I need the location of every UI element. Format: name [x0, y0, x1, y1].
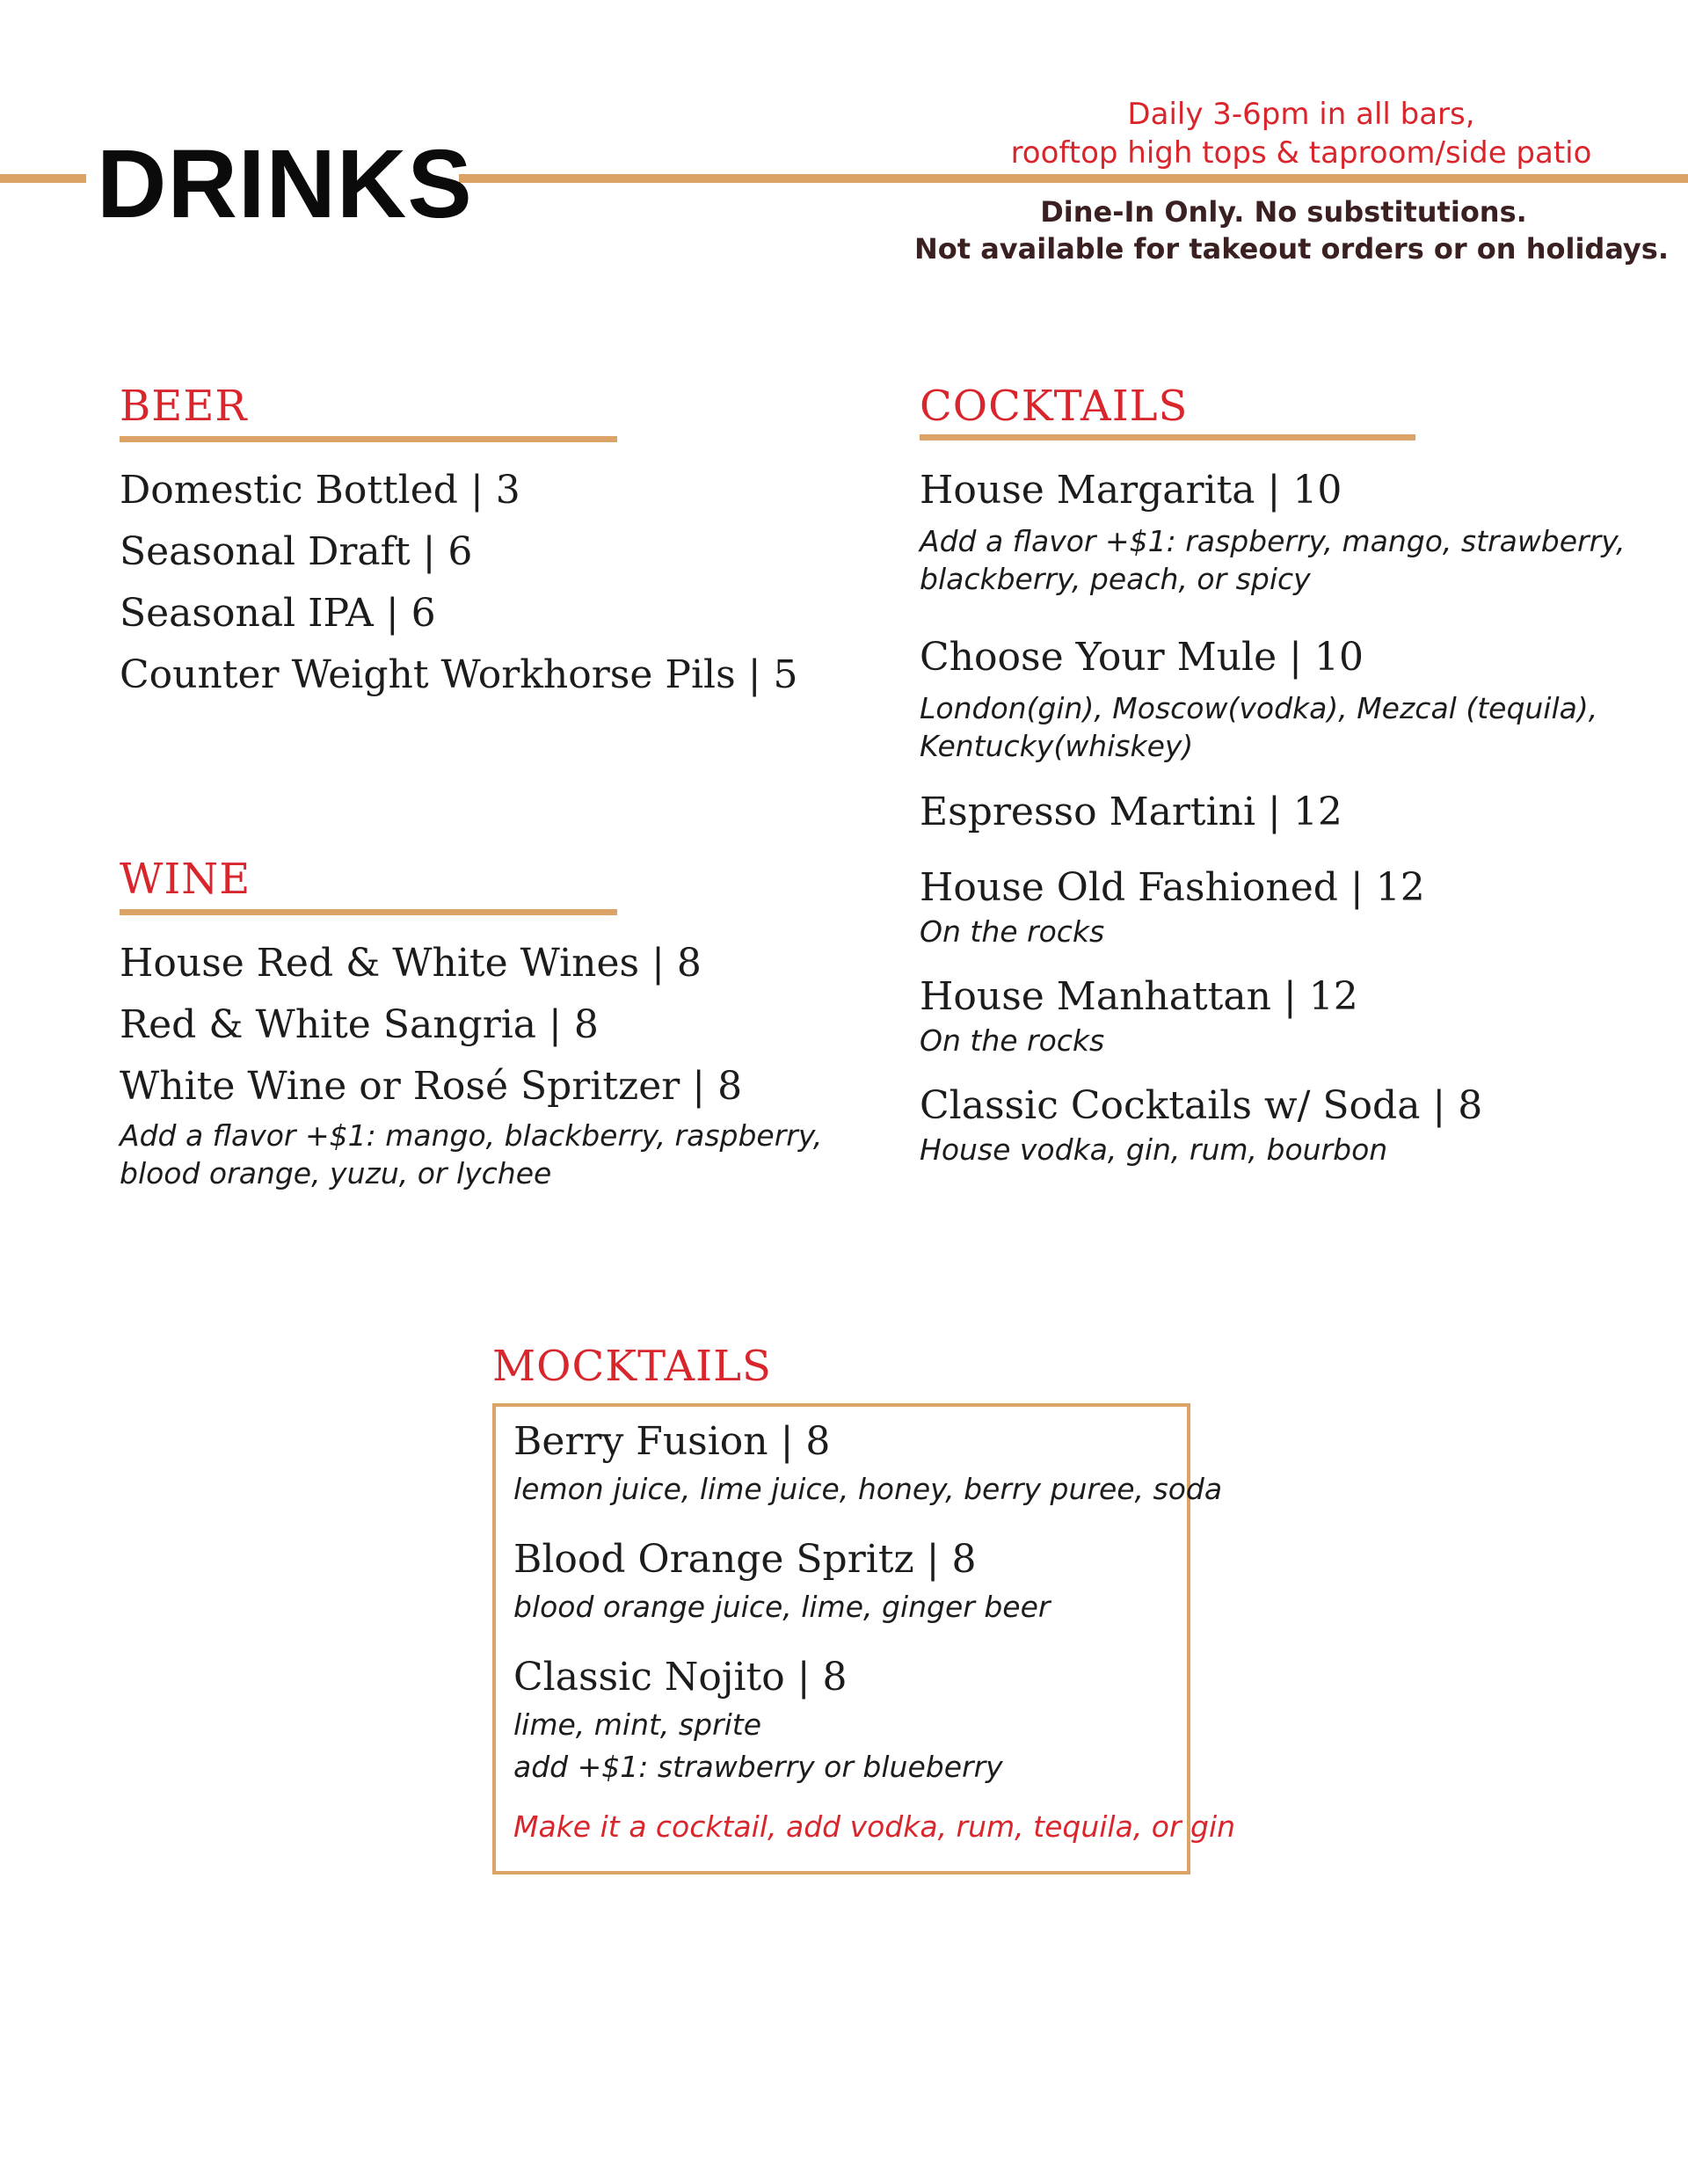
beer-item: Domestic Bottled | 3 [120, 468, 520, 513]
wine-item: White Wine or Rosé Spritzer | 8 [120, 1064, 743, 1109]
mocktail-item: Blood Orange Spritz | 8 [513, 1537, 977, 1582]
restriction-line-1: Dine-In Only. No substitutions. [1040, 195, 1527, 229]
cocktail-note: London(gin), Moscow(vodka), Mezcal (tequila), [920, 691, 1598, 725]
page-title: DRINKS [97, 130, 473, 238]
cocktail-item: House Old Fashioned | 12 [920, 865, 1425, 910]
beer-item: Seasonal Draft | 6 [120, 529, 473, 574]
cocktail-note: House vodka, gin, rum, bourbon [920, 1132, 1388, 1167]
beer-section-title: BEER [120, 382, 248, 431]
mocktails-section-title: MOCKTAILS [492, 1342, 772, 1391]
wine-item: House Red & White Wines | 8 [120, 941, 702, 986]
wine-note-line-1: Add a flavor +$1: mango, blackberry, raspberry, [120, 1118, 823, 1153]
cocktail-item: House Margarita | 10 [920, 468, 1342, 513]
beer-item: Seasonal IPA | 6 [120, 591, 436, 636]
wine-note-line-2: blood orange, yuzu, or lychee [120, 1156, 552, 1190]
cocktail-note: On the rocks [920, 914, 1105, 949]
mocktail-item: Berry Fusion | 8 [513, 1419, 831, 1464]
beer-item: Counter Weight Workhorse Pils | 5 [120, 652, 798, 697]
cocktail-note: blackberry, peach, or spicy [920, 562, 1311, 596]
mocktail-item: Classic Nojito | 8 [513, 1655, 848, 1700]
happy-hour-line-1: Daily 3-6pm in all bars, [1127, 97, 1475, 132]
mocktail-note: add +$1: strawberry or blueberry [513, 1750, 1003, 1784]
mocktail-note: blood orange juice, lime, ginger beer [513, 1590, 1051, 1624]
happy-hour-info [950, 95, 1653, 172]
restriction-info [914, 193, 1669, 267]
cocktail-item: House Manhattan | 12 [920, 974, 1358, 1019]
cocktails-section-rule [920, 434, 1415, 440]
mocktail-note: lime, mint, sprite [513, 1707, 762, 1742]
cocktails-section-title: COCKTAILS [920, 382, 1189, 431]
cocktail-item: Espresso Martini | 12 [920, 790, 1342, 834]
mocktail-note: lemon juice, lime juice, honey, berry puree, soda [513, 1472, 1223, 1506]
cocktail-note: On the rocks [920, 1023, 1105, 1058]
wine-section-title: WINE [120, 855, 251, 904]
mocktail-cocktail-note: Make it a cocktail, add vodka, rum, tequila, or gin [513, 1809, 1236, 1844]
restriction-line-2: Not available for takeout orders or on holidays. [914, 232, 1669, 266]
beer-section-rule [120, 436, 617, 442]
header-rule-left [0, 174, 86, 183]
cocktail-item: Choose Your Mule | 10 [920, 635, 1364, 680]
cocktail-note: Kentucky(whiskey) [920, 729, 1194, 763]
cocktail-note: Add a flavor +$1: raspberry, mango, strawberry, [920, 524, 1626, 558]
cocktail-item: Classic Cocktails w/ Soda | 8 [920, 1083, 1483, 1128]
header-rule-right [459, 174, 1688, 183]
wine-item: Red & White Sangria | 8 [120, 1002, 599, 1047]
happy-hour-line-2: rooftop high tops & taproom/side patio [1010, 135, 1592, 171]
wine-section-rule [120, 909, 617, 915]
